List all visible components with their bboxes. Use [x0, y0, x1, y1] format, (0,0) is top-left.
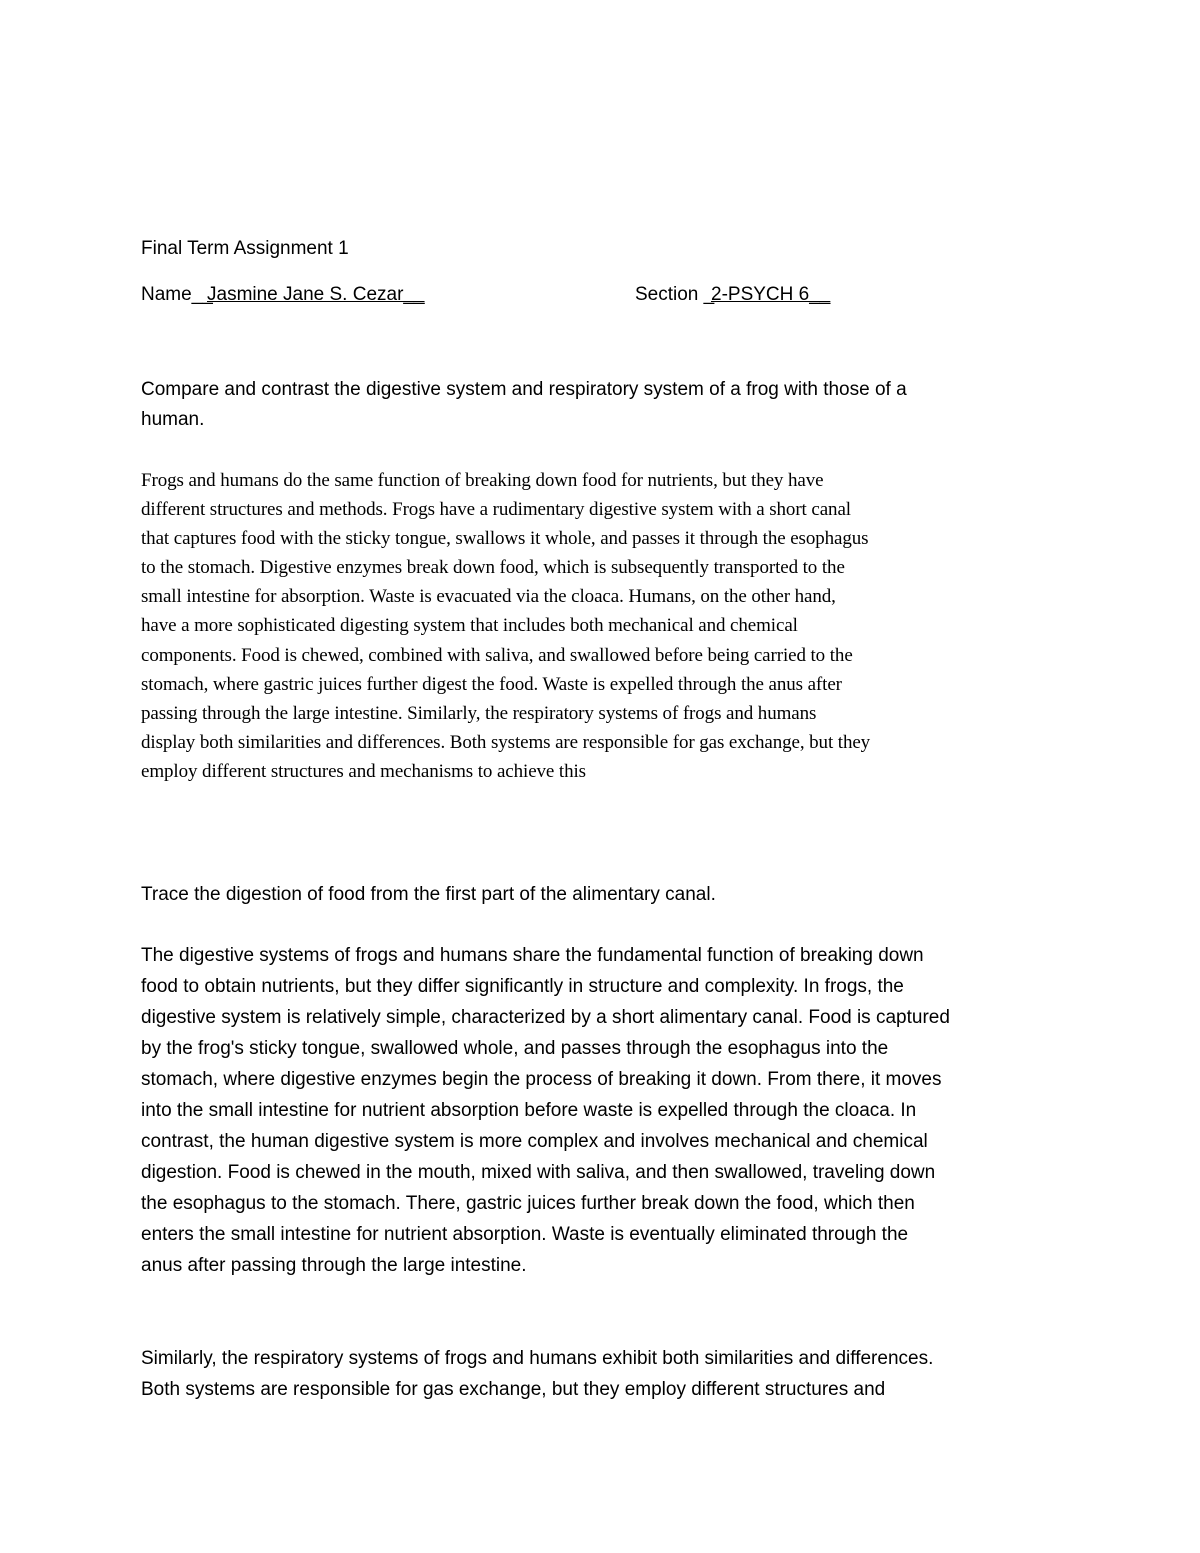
answer-2-line: by the frog's sticky tongue, swallowed whole, and passes through the esophagus into the [141, 1038, 889, 1059]
answer-1-line: small intestine for absorption. Waste is evacuated via the cloaca. Humans, on the other hand, [141, 586, 836, 607]
answer-1-line: that captures food with the sticky tongue, swallows it whole, and passes it through the esophagus [141, 528, 869, 549]
answer-2-line: stomach, where digestive enzymes begin the process of breaking it down. From there, it moves [141, 1069, 942, 1090]
answer-2-line: food to obtain nutrients, but they differ significantly in structure and complexity. In frogs, the [141, 976, 904, 997]
answer-1-line: Frogs and humans do the same function of breaking down food for nutrients, but they have [141, 470, 824, 491]
section-label: Section _ [635, 284, 715, 305]
answer-2-line: The digestive systems of frogs and humans share the fundamental function of breaking down [141, 945, 924, 966]
name-value: Jasmine Jane S. Cezar__ [207, 284, 425, 305]
answer-1-line: to the stomach. Digestive enzymes break down food, which is subsequently transported to the [141, 557, 845, 578]
answer-2-line: the esophagus to the stomach. There, gastric juices further break down the food, which then [141, 1193, 915, 1214]
answer-2-line: digestion. Food is chewed in the mouth, mixed with saliva, and then swallowed, traveling down [141, 1162, 936, 1183]
assignment-title: Final Term Assignment 1 [141, 238, 349, 259]
answer-2-line: anus after passing through the large intestine. [141, 1255, 527, 1276]
answer-1-line: passing through the large intestine. Similarly, the respiratory systems of frogs and humans [141, 703, 817, 724]
answer-1-line: stomach, where gastric juices further digest the food. Waste is expelled through the anus after [141, 674, 842, 695]
answer-3-line: Both systems are responsible for gas exchange, but they employ different structures and [141, 1379, 886, 1400]
answer-2-line: digestive system is relatively simple, characterized by a short alimentary canal. Food is captured [141, 1007, 950, 1028]
student-info-row [141, 284, 1061, 310]
name-label: Name__ [141, 284, 213, 305]
answer-2-line: into the small intestine for nutrient absorption before waste is expelled through the cloaca. In [141, 1100, 917, 1121]
answer-1-line: different structures and methods. Frogs have a rudimentary digestive system with a short canal [141, 499, 851, 520]
section-value: 2-PSYCH 6__ [711, 284, 831, 305]
answer-3-line: Similarly, the respiratory systems of frogs and humans exhibit both similarities and differences. [141, 1348, 934, 1369]
question-1-line: human. [141, 409, 205, 430]
answer-1-line: have a more sophisticated digesting system that includes both mechanical and chemical [141, 615, 798, 636]
question-2-line: Trace the digestion of food from the first part of the alimentary canal. [141, 884, 716, 905]
answer-1-line: components. Food is chewed, combined with saliva, and swallowed before being carried to the [141, 645, 853, 666]
answer-1-line: display both similarities and differences. Both systems are responsible for gas exchange, but they [141, 732, 871, 753]
answer-2-line: contrast, the human digestive system is more complex and involves mechanical and chemical [141, 1131, 928, 1152]
answer-1-line: employ different structures and mechanisms to achieve this [141, 761, 586, 782]
answer-2-line: enters the small intestine for nutrient absorption. Waste is eventually eliminated through the [141, 1224, 909, 1245]
question-1-line: Compare and contrast the digestive system and respiratory system of a frog with those of a [141, 379, 907, 400]
